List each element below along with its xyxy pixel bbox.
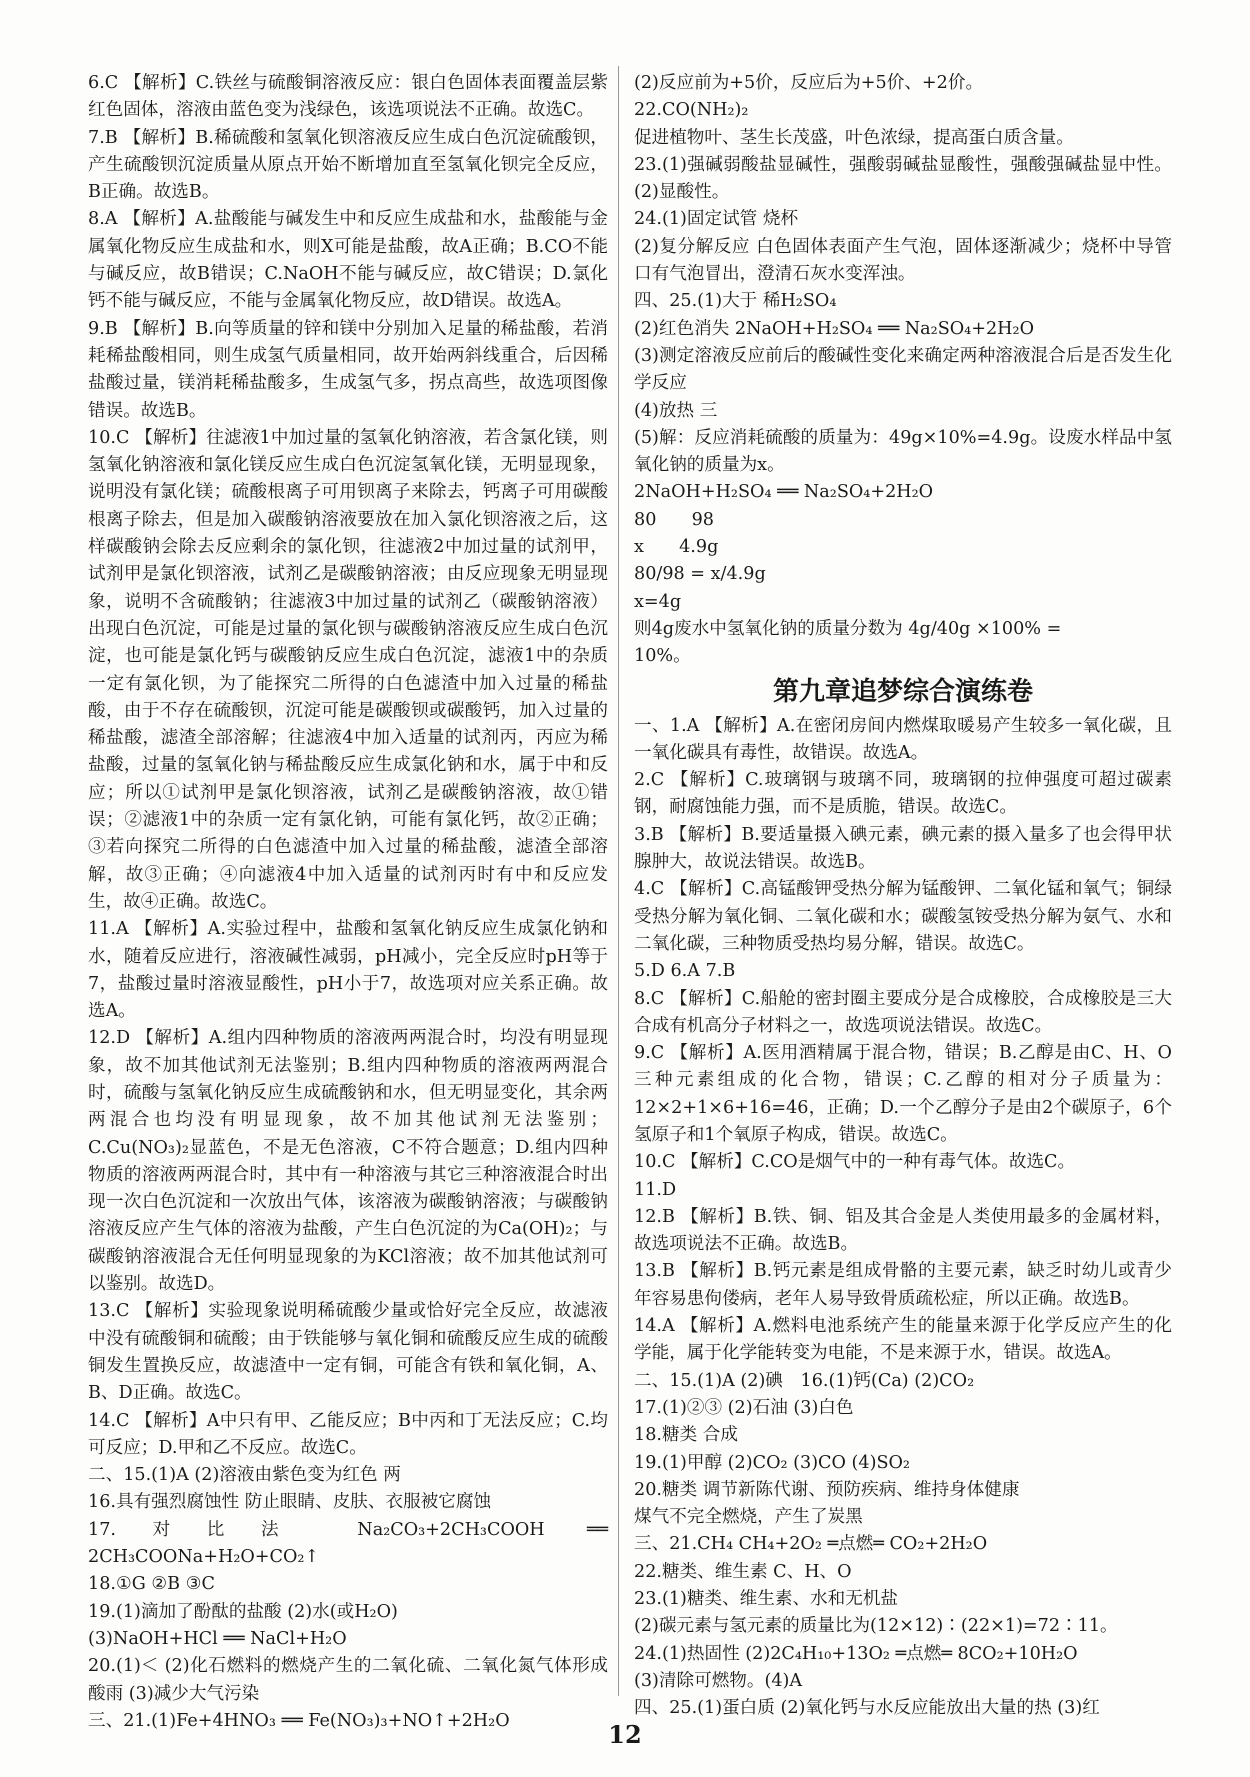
answer-line: (2)反应前为+5价，反应后为+5价、+2价。 bbox=[634, 73, 984, 93]
column-divider bbox=[618, 66, 619, 1696]
page-number: 12 bbox=[608, 1720, 642, 1749]
answer-line: 23.(1)强碱弱酸盐显碱性，强酸弱碱盐显酸性，强酸强碱盐显中性。(2)显酸性。 bbox=[634, 154, 1172, 203]
answer-line: 23.(1)糖类、维生素、水和无机盐 bbox=[634, 1589, 899, 1610]
answer-line: (3)清除可燃物。(4)A bbox=[634, 1670, 803, 1691]
answer-line: 四、25.(1)蛋白质 (2)氧化钙与水反应能放出大量的热 (3)红 bbox=[634, 1698, 1100, 1719]
answer-line: 四、25.(1)大于 稀H₂SO₄ bbox=[634, 291, 837, 312]
answer-line: (3)测定溶液反应前后的酸碱性变化来确定两种溶液混合后是否发生化学反应 bbox=[634, 345, 1172, 394]
answer-line: 7.B 【解析】B.稀硫酸和氢氧化钡溶液反应生成白色沉淀硫酸钡，产生硫酸钡沉淀质量从原点开始不断增加直至氢氧化钡完全反应，B正确。故选B。 bbox=[88, 127, 608, 203]
answer-line: 13.B 【解析】B.钙元素是组成骨骼的主要元素，缺乏时幼儿或青少年容易患佝偻病，老年人易导致骨质疏松症，所以正确。故选B。 bbox=[634, 1261, 1172, 1309]
answer-line: 2NaOH+H₂SO₄ ══ Na₂SO₄+2H₂O bbox=[634, 482, 934, 503]
answer-line: 16.具有强烈腐蚀性 防止眼睛、皮肤、衣服被它腐蚀 bbox=[88, 1492, 492, 1513]
answer-line: 80 98 bbox=[634, 509, 714, 530]
answer-line: 24.(1)固定试管 烧杯 bbox=[634, 209, 799, 230]
answer-line: (2)碳元素与氢元素的质量比为(12×12)∶(22×1)=72∶11。 bbox=[634, 1616, 1118, 1637]
answer-line: 17.对比法 Na₂CO₃+2CH₃COOH ══ 2CH₃COONa+H₂O+CO₂↑ bbox=[88, 1519, 608, 1568]
answer-line: 10.C 【解析】C.CO是烟气中的一种有毒气体。故选C。 bbox=[634, 1152, 1076, 1173]
answer-line: 二、15.(1)A (2)碘 16.(1)钙(Ca) (2)CO₂ bbox=[634, 1370, 975, 1391]
answer-line: 3.B 【解析】B.要适量摄入碘元素，碘元素的摄入量多了也会得甲状腺肿大，故说法错误。故选B。 bbox=[634, 824, 1172, 873]
answer-line: 一、1.A 【解析】A.在密闭房间内燃煤取暖易产生较多一氧化碳，且一氧化碳具有毒性，故错误。故选A。 bbox=[634, 715, 1172, 763]
answer-line: 13.C 【解析】实验现象说明稀硫酸少量或恰好完全反应，故滤液中没有硫酸铜和硫酸；由于铁能够与氧化铜和硫酸反应生成的硫酸铜发生置换反应，故滤渣中一定有铜，可能含有铁和氧化铜，A、B、D正确。故选C。 bbox=[88, 1301, 608, 1404]
right-top-answers bbox=[634, 70, 1172, 671]
answer-line: 4.C 【解析】C.高锰酸钾受热分解为锰酸钾、二氧化锰和氧气；铜绿受热分解为氧化铜、二氧化碳和水；碳酸氢铵受热分解为氨气、水和二氧化碳，三种物质受热均易分解，错误。故选C。 bbox=[634, 879, 1172, 954]
answer-line: 24.(1)热固性 (2)2C₄H₁₀+13O₂ ═点燃═ 8CO₂+10H₂O bbox=[634, 1643, 1078, 1664]
answer-line: 22.糖类、维生素 C、H、O bbox=[634, 1561, 852, 1582]
answer-line: 20.(1)＜ (2)化石燃料的燃烧产生的二氧化硫、二氧化氮气体形成酸雨 (3)减少大气污染 bbox=[88, 1656, 608, 1704]
answer-line: 促进植物叶、茎生长茂盛，叶色浓绿，提高蛋白质含量。 bbox=[634, 127, 1074, 148]
answer-line: 煤气不完全燃烧，产生了炭黑 bbox=[634, 1507, 863, 1528]
answer-line: x=4g bbox=[634, 591, 682, 612]
answer-line: 5.D 6.A 7.B bbox=[634, 961, 736, 982]
answer-line: 17.(1)②③ (2)石油 (3)白色 bbox=[634, 1397, 854, 1418]
answer-line: 2.C 【解析】C.玻璃钢与玻璃不同，玻璃钢的拉伸强度可超过碳素钢，耐腐蚀能力强，而不是质脆，错误。故选C。 bbox=[634, 770, 1172, 818]
answer-line: 12.D 【解析】A.组内四种物质的溶液两两混合时，均没有明显现象，故不加其他试剂无法鉴别；B.组内四种物质的溶液两两混合时，硫酸与氢氧化钠反应生成硫酸钠和水，但无明显变化，其余两两混合也均没有明显现象，故不加其他试剂无法鉴别；C.Cu(NO₃)₂显蓝色，不是无色溶液，C不符合题意；D.组内四种物质的溶液两两混合时，其中有一种溶液与其它三种溶液混合时出现一次白色沉淀和一次放出气体，该溶液为碳酸钠溶液；与碳酸钠溶液反应产生气体的溶液为盐酸，产生白色沉淀的为Ca(OH)₂；与碳酸钠溶液混合无任何明显现象的为KCl溶液；故不加其他试剂可以鉴别。故选D。 bbox=[88, 1028, 608, 1295]
answer-line: (4)放热 三 bbox=[634, 400, 718, 421]
answer-line: 9.B 【解析】B.向等质量的锌和镁中分别加入足量的稀盐酸，若消耗稀盐酸相同，则生成氢气质量相同，故开始两斜线重合，后因稀盐酸过量，镁消耗稀盐酸多，生成氢气多，拐点高些，故选项图像错误。故选B。 bbox=[88, 318, 608, 421]
answer-line: 80/98 = x/4.9g bbox=[634, 564, 766, 585]
answer-line: (2)红色消失 2NaOH+H₂SO₄ ══ Na₂SO₄+2H₂O bbox=[634, 318, 1034, 339]
answer-line: 19.(1)甲醇 (2)CO₂ (3)CO (4)SO₂ bbox=[634, 1452, 910, 1473]
answer-line: 14.C 【解析】A中只有甲、乙能反应；B中丙和丁无法反应；C.均可反应；D.甲和乙不反应。故选C。 bbox=[88, 1410, 608, 1458]
answer-line: 二、15.(1)A (2)溶液由紫色变为红色 两 bbox=[88, 1465, 401, 1486]
answer-line: 14.A 【解析】A.燃料电池系统产生的能量来源于化学反应产生的化学能，属于化学能转变为电能，不是来源于水，错误。故选A。 bbox=[634, 1316, 1172, 1364]
right-bottom-answers bbox=[634, 713, 1172, 1723]
answer-line: 6.C 【解析】C.铁丝与硫酸铜溶液反应：银白色固体表面覆盖层紫红色固体，溶液由蓝色变为浅绿色，该选项说法不正确。故选C。 bbox=[88, 73, 608, 121]
answer-line: 9.C 【解析】A.医用酒精属于混合物，错误；B.乙醇是由C、H、O三种元素组成的化合物，错误；C.乙醇的相对分子质量为：12×2+1×6+16=46，正确；D.一个乙醇分子是由2个碳原子，6个氢原子和1个氧原子构成，错误。故选C。 bbox=[634, 1043, 1172, 1145]
answer-line: x 4.9g bbox=[634, 537, 719, 558]
answer-line: 10%。 bbox=[634, 646, 691, 667]
answer-line: (5)解：反应消耗硫酸的质量为：49g×10%=4.9g。设废水样品中氢氧化钠的质量为x。 bbox=[634, 427, 1172, 476]
answer-line: (3)NaOH+HCl ══ NaCl+H₂O bbox=[88, 1628, 347, 1649]
left-column bbox=[88, 70, 608, 1735]
answer-line: 12.B 【解析】B.铁、铜、铝及其合金是人类使用最多的金属材料，故选项说法不正确。故选B。 bbox=[634, 1206, 1172, 1255]
chapter-title: 第九章追梦综合演练卷 bbox=[772, 676, 1033, 707]
answer-line: 10.C 【解析】往滤液1中加过量的氢氧化钠溶液，若含氯化镁，则氢氧化钠溶液和氯化镁反应生成白色沉淀氢氧化镁，无明显现象，说明没有氯化镁；硫酸根离子可用钡离子来除去，钙离子可用碳酸根离子除去，但是加入碳酸钠溶液要放在加入氯化钡溶液之后，这样碳酸钠会除去反应剩余的氯化钡，往滤液2中加过量的试剂甲，试剂甲是氯化钡溶液，试剂乙是碳酸钠溶液；由反应现象无明显现象，说明不含硫酸钠；往滤液3中加过量的试剂乙（碳酸钠溶液）出现白色沉淀，可能是过量的氯化钡与碳酸钠溶液反应生成白色沉淀，也可能是氯化钙与碳酸钠反应生成白色沉淀，滤液1中的杂质一定有氯化钡，为了能探究二所得的白色滤渣中加入过量的稀盐酸，由于不存在硫酸钡，沉淀可能是碳酸钡或碳酸钙，加入过量的稀盐酸，滤渣全部溶解；往滤液4中加入适量的试剂丙，丙应为稀盐酸，过量的氢氧化钠与稀盐酸反应生成氯化钠和水，属于中和反应；所以①试剂甲是氯化钡溶液，试剂乙是碳酸钠溶液，故①错误；②滤液1中的杂质一定有氯化钠，可能有氯化钙，故②正确；③若向探究二所得的白色滤渣中加入过量的稀盐酸，滤渣全部溶解，故③正确；④向滤液4中加入适量的试剂丙时有中和反应发生，故④正确。故选C。 bbox=[88, 427, 608, 912]
answer-line: 三、21.(1)Fe+4HNO₃ ══ Fe(NO₃)₃+NO↑+2H₂O bbox=[88, 1710, 510, 1731]
answer-line: 18.糖类 合成 bbox=[634, 1425, 738, 1446]
answer-line: 8.C 【解析】C.船舱的密封圈主要成分是合成橡胶，合成橡胶是三大合成有机高分子材料之一，故选项说法错误。故选C。 bbox=[634, 988, 1172, 1036]
answer-line: 8.A 【解析】A.盐酸能与碱发生中和反应生成盐和水，盐酸能与金属氧化物反应生成盐和水，则X可能是盐酸，故A正确；B.CO不能与碱反应，故B错误；C.NaOH不能与碱反应，故C错误；D.氯化钙不能与碱反应，不能与金属氧化物反应，故D错误。故选A。 bbox=[88, 209, 608, 312]
answer-line: 则4g废水中氢氧化钠的质量分数为 4g/40g ×100% = bbox=[634, 618, 1062, 639]
answer-line: 11.D bbox=[634, 1179, 677, 1200]
answer-line: 18.①G ②B ③C bbox=[88, 1574, 215, 1595]
answer-line: 11.A 【解析】A.实验过程中，盐酸和氢氧化钠反应生成氯化钠和水，随着反应进行，溶液碱性减弱，pH减小，完全反应时pH等于7，盐酸过量时溶液显酸性，pH小于7，故选项对应关系正确。故选A。 bbox=[88, 919, 608, 1022]
answer-line: 三、21.CH₄ CH₄+2O₂ ═点燃═ CO₂+2H₂O bbox=[634, 1534, 988, 1555]
answer-line: 19.(1)滴加了酚酞的盐酸 (2)水(或H₂O) bbox=[88, 1601, 398, 1622]
answer-line: 20.糖类 调节新陈代谢、预防疾病、维持身体健康 bbox=[634, 1479, 1020, 1500]
answer-line: (2)复分解反应 白色固体表面产生气泡，固体逐渐减少；烧杯中导管口有气泡冒出，澄清石灰水变浑浊。 bbox=[634, 236, 1172, 285]
answer-line: 22.CO(NH₂)₂ bbox=[634, 100, 749, 121]
right-column bbox=[634, 70, 1172, 1723]
